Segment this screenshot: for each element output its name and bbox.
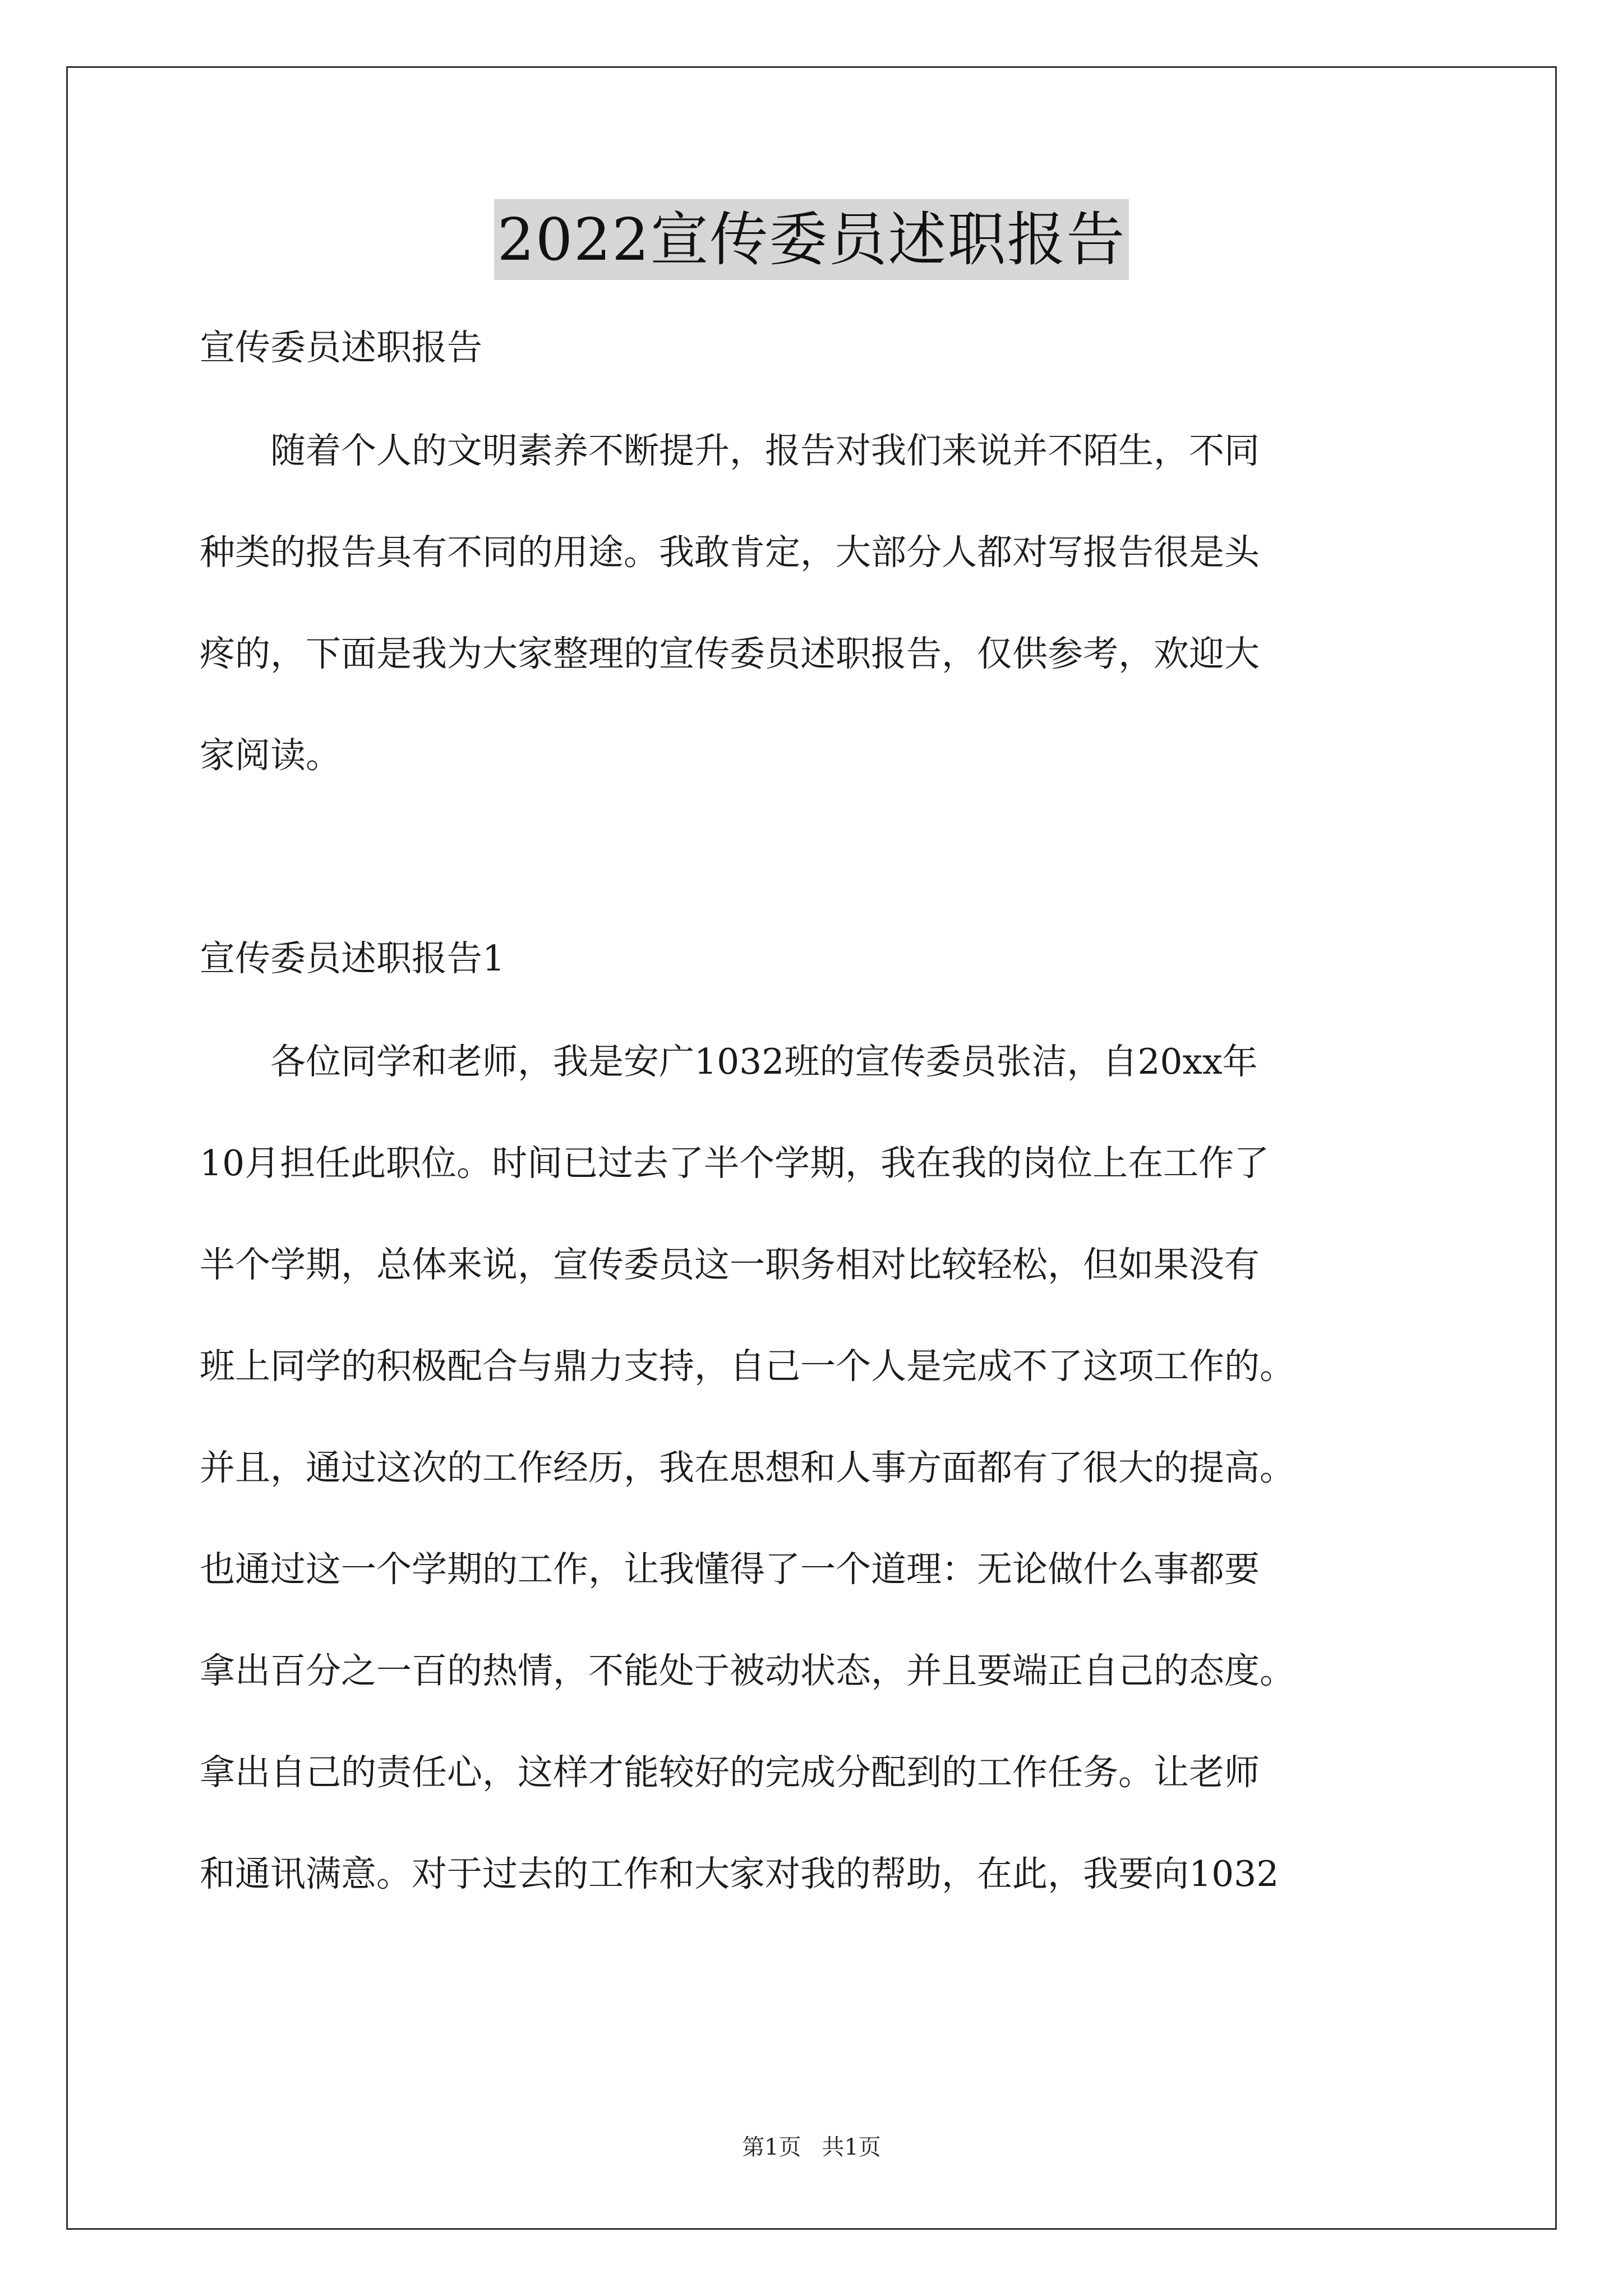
paragraph-line: 半个学期，总体来说，宣传委员这一职务相对比较轻松，但如果没有	[200, 1244, 1260, 1285]
page-footer	[0, 2132, 1623, 2163]
document-body	[200, 325, 1431, 1897]
paragraph-line: 和通讯满意。对于过去的工作和大家对我的帮助，在此，我要向1032	[200, 1853, 1279, 1894]
document-title: 2022宣传委员述职报告	[494, 199, 1129, 280]
paragraph-line: 并且，通过这次的工作经历，我在思想和人事方面都有了很大的提高。	[200, 1447, 1295, 1488]
page-number: 第1页	[742, 2134, 801, 2160]
paragraph-line: 种类的报告具有不同的用途。我敢肯定，大部分人都对写报告很是头	[200, 532, 1260, 573]
section1-paragraph	[200, 1039, 1431, 1897]
paragraph-line: 随着个人的文明素养不断提升，报告对我们来说并不陌生，不同	[200, 430, 1260, 471]
intro-heading: 宣传委员述职报告	[200, 327, 482, 368]
paragraph-line: 也通过这一个学期的工作，让我懂得了一个道理：无论做什么事都要	[200, 1549, 1260, 1590]
paragraph-line: 拿出百分之一百的热情，不能处于被动状态，并且要端正自己的态度。	[200, 1650, 1295, 1691]
title-container	[0, 199, 1623, 280]
paragraph-line: 疼的，下面是我为大家整理的宣传委员述职报告，仅供参考，欢迎大	[200, 633, 1260, 674]
paragraph-line: 拿出自己的责任心，这样才能较好的完成分配到的工作任务。让老师	[200, 1752, 1260, 1793]
paragraph-line: 10月担任此职位。时间已过去了半个学期，我在我的岗位上在工作了	[200, 1143, 1270, 1184]
paragraph-line: 家阅读。	[200, 735, 341, 776]
page-total: 共1页	[822, 2134, 881, 2160]
intro-paragraph	[200, 429, 1431, 778]
section-heading: 宣传委员述职报告1	[200, 938, 505, 979]
paragraph-line: 班上同学的积极配合与鼎力支持，自己一个人是完成不了这项工作的。	[200, 1346, 1295, 1387]
paragraph-line: 各位同学和老师，我是安广1032班的宣传委员张洁，自20xx年	[200, 1041, 1258, 1082]
